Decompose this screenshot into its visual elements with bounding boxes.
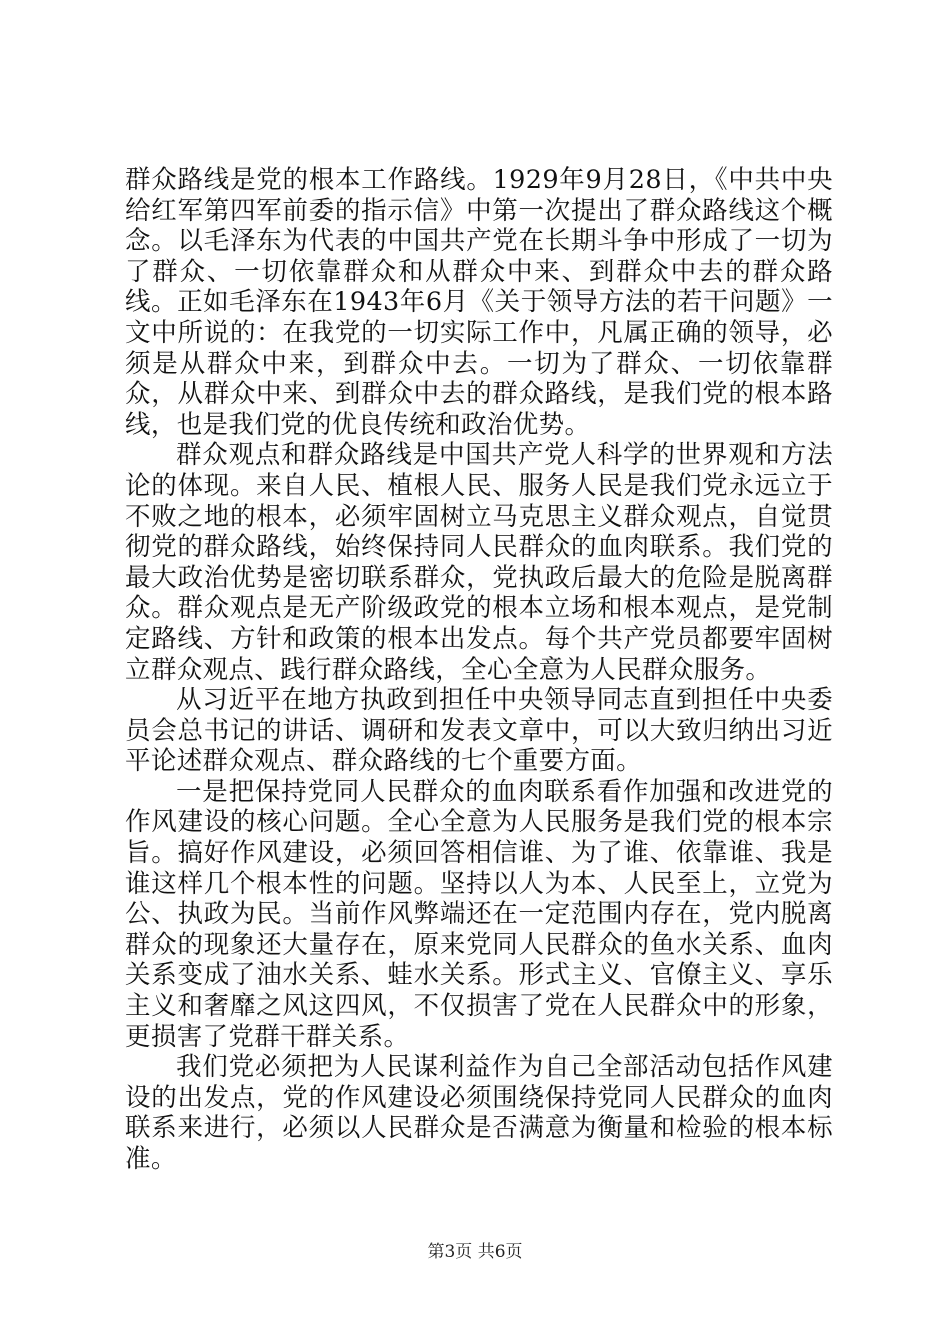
- paragraph-mass-viewpoint: 群众观点和群众路线是中国共产党人科学的世界观和方法论的体现。来自人民、植根人民、服务人民是我们党永远立于不败之地的根本，必须牢固树立马克思主义群众观点，自觉贯彻党的群众路线，始终保持同人民群众的血肉联系。我们党的最大政治优势是密切联系群众，党执政后最大的危险是脱离群众。群众观点是无产阶级政党的根本立场和根本观点，是党制定路线、方针和政策的根本出发点。每个共产党员都要牢固树立群众观点、践行群众路线，全心全意为人民群众服务。: [125, 440, 833, 685]
- paragraph-seven-aspects: 从习近平在地方执政到担任中央领导同志直到担任中央委员会总书记的讲话、调研和发表文章中，可以大致归纳出习近平论述群众观点、群众路线的七个重要方面。: [125, 685, 833, 777]
- paragraph-first-aspect: 一是把保持党同人民群众的血肉联系看作加强和改进党的作风建设的核心问题。全心全意为人民服务是我们党的根本宗旨。搞好作风建设，必须回答相信谁、为了谁、依靠谁、我是谁这样几个根本性的问题。坚持以人为本、人民至上，立党为公、执政为民。当前作风弊端还在一定范围内存在，党内脱离群众的现象还大量存在，原来党同人民群众的鱼水关系、血肉关系变成了油水关系、蛙水关系。形式主义、官僚主义、享乐主义和奢靡之风这四风，不仅损害了党在人民群众中的形象，更损害了党群干群关系。: [125, 776, 833, 1052]
- paragraph-party-interests: 我们党必须把为人民谋利益作为自己全部活动包括作风建设的出发点，党的作风建设必须围绕保持党同人民群众的血肉联系来进行，必须以人民群众是否满意为衡量和检验的根本标准。: [125, 1052, 833, 1174]
- paragraph-mass-line-origin: 群众路线是党的根本工作路线。1929年9月28日，《中共中央给红军第四军前委的指示信》中第一次提出了群众路线这个概念。以毛泽东为代表的中国共产党在长期斗争中形成了一切为了群众、一切依靠群众和从群众中来、到群众中去的群众路线。正如毛泽东在1943年6月《关于领导方法的若干问题》一文中所说的：在我党的一切实际工作中，凡属正确的领导，必须是从群众中来，到群众中去。一切为了群众、一切依靠群众，从群众中来、到群众中去的群众路线，是我们党的根本路线，也是我们党的优良传统和政治优势。: [125, 165, 833, 440]
- document-body: [125, 165, 833, 1175]
- page-number-footer: 第3页 共6页: [427, 1242, 523, 1262]
